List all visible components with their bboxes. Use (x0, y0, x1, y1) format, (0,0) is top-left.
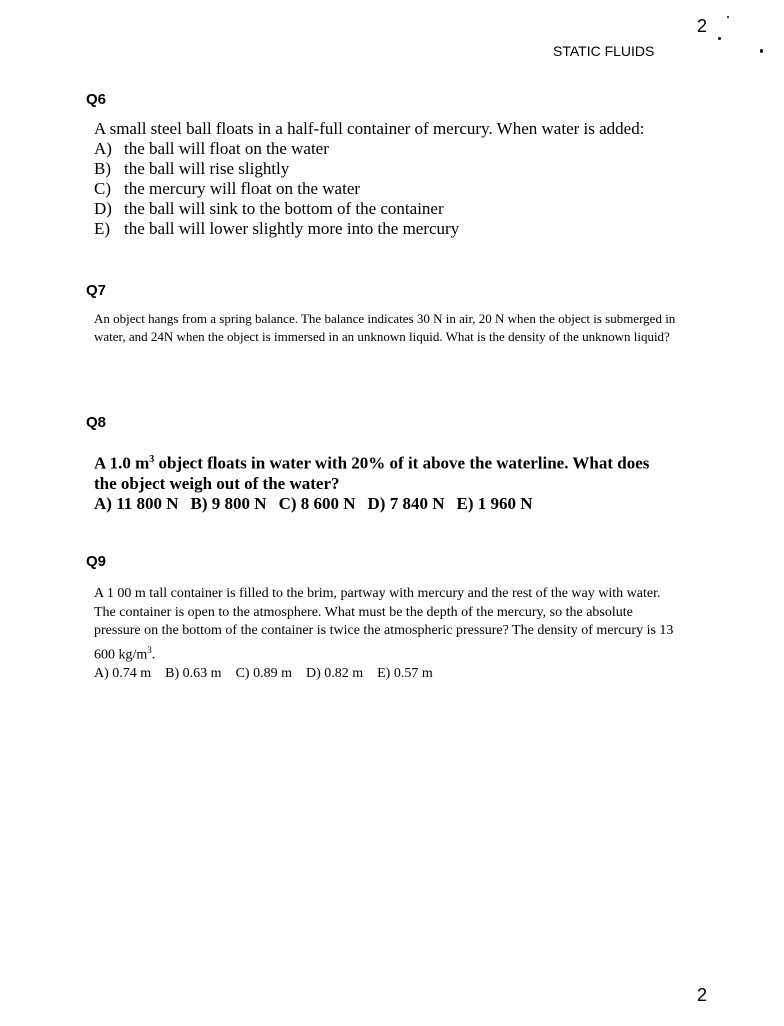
q6-option (94, 159, 644, 179)
page-number-top: 2 (697, 16, 708, 36)
q8-stem-end: object floats in water with 20% of it above the waterline. What does the object weigh out of the water? (94, 453, 650, 493)
option-text: the mercury will float on the water (124, 179, 361, 198)
q8-stem-start: A 1.0 m (94, 453, 150, 473)
q8-block (94, 450, 674, 514)
q6-block (94, 119, 644, 239)
q8-option: B) 9 800 N (190, 493, 267, 513)
page-number-bottom: 2 (697, 985, 708, 1005)
q9-option: E) 0.57 m (377, 665, 433, 681)
q7-text: An object hangs from a spring balance. The balance indicates 30 N in air, 20 N when the object is submerged in water, and 24N when the object is immersed in an unknown liquid. What is the density of the unknown liquid? (94, 311, 676, 344)
q9-stem-superscript: 3 (147, 644, 152, 655)
option-text: the ball will rise slightly (124, 159, 290, 178)
q8-option: E) 1 960 N (456, 493, 533, 513)
option-letter: C) (94, 179, 111, 198)
option-letter: A) (94, 139, 112, 158)
q8-options (94, 494, 674, 514)
q9-stem (94, 585, 674, 665)
scan-speck (760, 49, 763, 53)
option-letter: E) (94, 219, 111, 238)
q9-stem-end: . (151, 647, 156, 663)
q8-option: A) 11 800 N (94, 493, 179, 513)
scan-speck (718, 37, 721, 40)
option-text: the ball will lower slightly more into the mercury (124, 219, 460, 238)
q9-options (94, 665, 674, 684)
q9-option: D) 0.82 m (305, 665, 364, 681)
q6-label: Q6 (86, 91, 107, 108)
option-text: the ball will float on the water (124, 139, 329, 158)
q6-stem: A small steel ball floats in a half-full container of mercury. When water is added: (94, 119, 645, 138)
q9-label: Q9 (86, 553, 107, 570)
header-title: STATIC FLUIDS (553, 43, 655, 59)
q6-option (94, 199, 644, 219)
q6-option (94, 219, 644, 239)
q9-option: B) 0.63 m (165, 665, 222, 681)
q8-option: D) 7 840 N (367, 493, 445, 513)
q8-stem-superscript: 3 (149, 454, 155, 465)
q8-option: C) 8 600 N (278, 493, 356, 513)
q8-stem (94, 450, 674, 494)
q6-option (94, 179, 644, 199)
q9-option: C) 0.89 m (235, 665, 292, 681)
q9-option: A) 0.74 m (94, 665, 152, 681)
option-letter: D) (94, 199, 112, 218)
option-text: the ball will sink to the bottom of the container (124, 199, 444, 218)
q9-stem-start: A 1 00 m tall container is filled to the brim, partway with mercury and the rest of the way with water. The container is open to the atmosphere. What must be the depth of the mercury, so the absolute pressure on the bottom of the container is twice the atmospheric pressure? The density of mercury is 13 600 kg/m (94, 586, 674, 663)
option-letter: B) (94, 159, 111, 178)
q8-label: Q8 (86, 414, 107, 431)
q9-block (94, 585, 674, 683)
q7-label: Q7 (86, 282, 107, 299)
scan-speck (727, 16, 729, 18)
q6-option (94, 139, 644, 159)
